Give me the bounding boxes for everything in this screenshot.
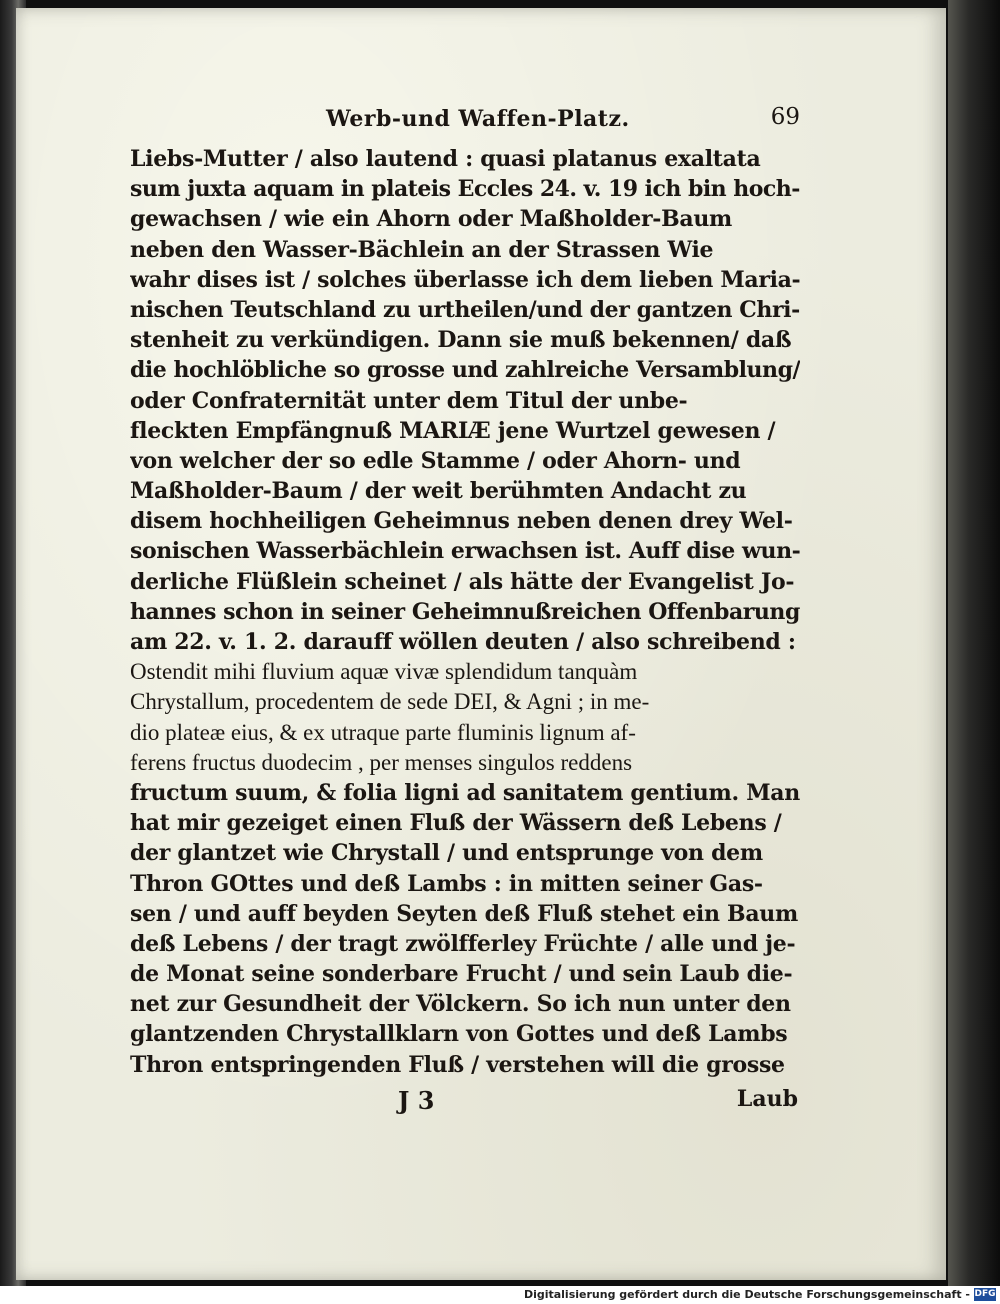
text-line: Ostendit mihi fluvium aquæ vivæ splendidum tanquàm <box>130 659 638 685</box>
text-line: Liebs-Mutter / also lautend : quasi platanus exaltata <box>130 146 761 172</box>
text-line: gewachsen / wie ein Ahorn oder Maßholder-Baum <box>130 206 733 233</box>
text-line: dio plateæ eius, & ex utraque parte fluminis lignum af- <box>130 719 636 745</box>
text-line: net zur Gesundheit der Völckern. So ich nun unter den <box>130 991 791 1018</box>
text-line: hat mir gezeiget einen Fluß der Wässern deß Lebens / <box>130 810 782 837</box>
text-line: oder Confraternität unter dem Titul der unbe- <box>130 387 688 414</box>
text-line: Thron GOttes und deß Lambs : in mitten seiner Gas- <box>130 870 763 897</box>
text-line: derliche Flüßlein scheinet / als hätte der Evangelist Jo- <box>130 568 795 595</box>
text-line: Thron entspringenden Fluß / verstehen will die grosse <box>130 1051 785 1078</box>
text-line: Chrystallum, procedentem de sede DEI, & Agni ; in me- <box>130 689 650 715</box>
text-line: disem hochheiligen Geheimnus neben denen drey Wel- <box>130 508 793 535</box>
text-line: glantzenden Chrystallklarn von Gottes und deß Lambs <box>130 1021 788 1048</box>
text-line: wahr dises ist / solches überlasse ich dem lieben Maria- <box>130 266 800 293</box>
text-line: sonischen Wasserbächlein erwachsen ist. Auff dise wun- <box>130 538 800 565</box>
running-title: Werb-und Waffen-Platz. <box>326 106 630 132</box>
signature-mark: J 3 <box>398 1085 435 1115</box>
page-footer <box>130 1082 800 1122</box>
credit-bar <box>0 1286 1000 1304</box>
text-line: von welcher der so edle Stamme / oder Ahorn- und <box>130 447 741 474</box>
text-line: die hochlöbliche so grosse und zahlreiche Versamblung/ <box>130 357 800 384</box>
page-text-block <box>130 104 800 1122</box>
text-line: fleckten Empfängnuß MARIÆ jene Wurtzel gewesen / <box>130 417 776 444</box>
running-head <box>130 104 800 144</box>
text-line: deß Lebens / der tragt zwölfferley Früchte / alle und je- <box>130 930 796 957</box>
text-line: neben den Wasser-Bächlein an der Strassen Wie <box>130 236 714 263</box>
text-line: fructum suum, & folia ligni ad sanitatem gentium. Man <box>130 779 800 806</box>
funding-credit: Digitalisierung gefördert durch die Deutsche Forschungsgemeinschaft - <box>523 1288 970 1301</box>
text-line: am 22. v. 1. 2. darauff wöllen deuten / also schreibend : <box>130 629 796 655</box>
body-text <box>130 144 800 1080</box>
text-line: der glantzet wie Chrystall / und entsprunge von dem <box>130 840 763 867</box>
page-number: 69 <box>770 104 800 130</box>
text-line: Maßholder-Baum / der weit berühmten Andacht zu <box>130 478 747 505</box>
catchword: Laub <box>736 1085 798 1112</box>
dfg-logo: DFG <box>974 1289 996 1299</box>
text-line: hannes schon in seiner Geheimnußreichen Offenbarung <box>130 598 800 625</box>
scan-right-edge <box>948 0 1000 1286</box>
text-line: nischen Teutschland zu urtheilen/und der gantzen Chri- <box>130 296 800 323</box>
text-line: sen / und auff beyden Seyten deß Fluß stehet ein Baum <box>130 900 798 927</box>
text-line: de Monat seine sonderbare Frucht / und sein Laub die- <box>130 961 793 988</box>
text-line: stenheit zu verkündigen. Dann sie muß bekennen/ daß <box>130 327 792 354</box>
text-line: ferens fructus duodecim , per menses singulos reddens <box>130 749 633 775</box>
book-page <box>16 8 946 1280</box>
text-line: sum juxta aquam in plateis Eccles 24. v. 19 ich bin hoch- <box>130 176 800 203</box>
